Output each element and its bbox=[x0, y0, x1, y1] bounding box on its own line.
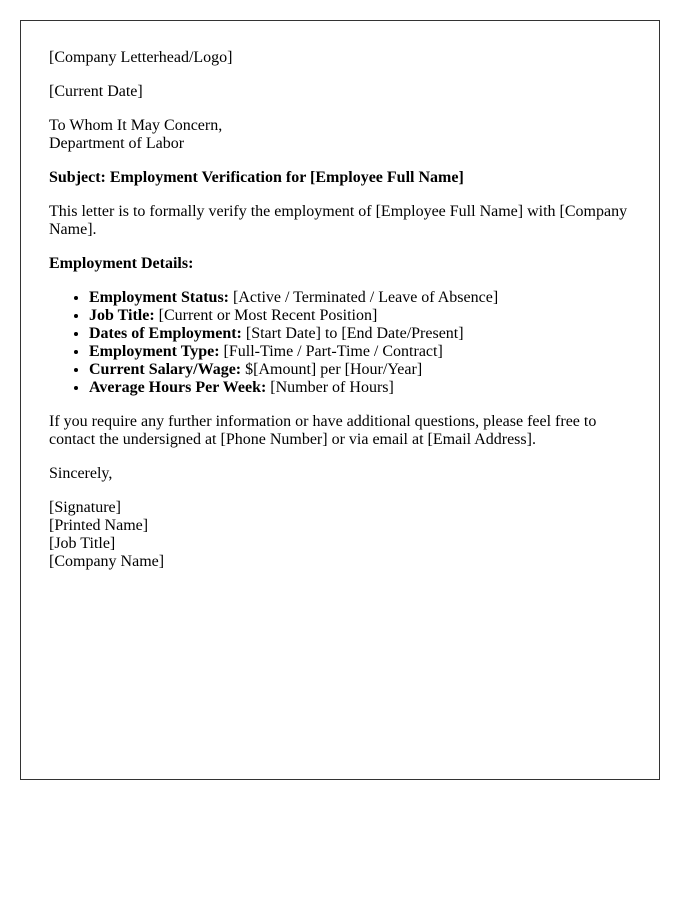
detail-dates-of-employment bbox=[89, 325, 631, 343]
signature: [Signature] bbox=[49, 499, 121, 516]
recipient-block bbox=[49, 117, 631, 153]
detail-job-title bbox=[89, 307, 631, 325]
detail-label: Dates of Employment: bbox=[89, 325, 242, 342]
intro-paragraph: This letter is to formally verify the employment of [Employee Full Name] with [Company Name]. bbox=[49, 203, 628, 238]
detail-label: Job Title: bbox=[89, 307, 155, 324]
detail-value: [Full-Time / Part-Time / Contract] bbox=[219, 343, 443, 360]
detail-value: [Current or Most Recent Position] bbox=[154, 307, 378, 324]
detail-value: [Active / Terminated / Leave of Absence] bbox=[229, 289, 499, 306]
details-heading: Employment Details: bbox=[49, 255, 194, 272]
printed-name: [Printed Name] bbox=[49, 517, 149, 534]
signer-company-name: [Company Name] bbox=[49, 553, 165, 570]
subject-line: Subject: Employment Verification for [Employee Full Name] bbox=[49, 169, 464, 186]
closing-paragraph: If you require any further information or have additional questions, please feel free to contact the undersigned at [Phone Number] or via email at [Email Address]. bbox=[49, 413, 597, 448]
signer-job-title: [Job Title] bbox=[49, 535, 116, 552]
letter-date: [Current Date] bbox=[49, 83, 143, 100]
detail-employment-type bbox=[89, 343, 631, 361]
salutation: To Whom It May Concern, bbox=[49, 117, 223, 134]
recipient-department: Department of Labor bbox=[49, 135, 185, 152]
detail-value: [Start Date] to [End Date/Present] bbox=[241, 325, 464, 342]
detail-value: [Number of Hours] bbox=[266, 379, 394, 396]
letter-page bbox=[20, 20, 660, 780]
detail-label: Current Salary/Wage: bbox=[89, 361, 242, 378]
sign-off: Sincerely, bbox=[49, 465, 113, 482]
employment-details-list bbox=[49, 289, 631, 397]
detail-employment-status bbox=[89, 289, 631, 307]
detail-average-hours bbox=[89, 379, 631, 397]
detail-label: Average Hours Per Week: bbox=[89, 379, 267, 396]
detail-label: Employment Status: bbox=[89, 289, 230, 306]
detail-value: $[Amount] per [Hour/Year] bbox=[241, 361, 423, 378]
letterhead: [Company Letterhead/Logo] bbox=[49, 49, 233, 66]
detail-salary-wage bbox=[89, 361, 631, 379]
detail-label: Employment Type: bbox=[89, 343, 220, 360]
signature-block bbox=[49, 499, 631, 571]
